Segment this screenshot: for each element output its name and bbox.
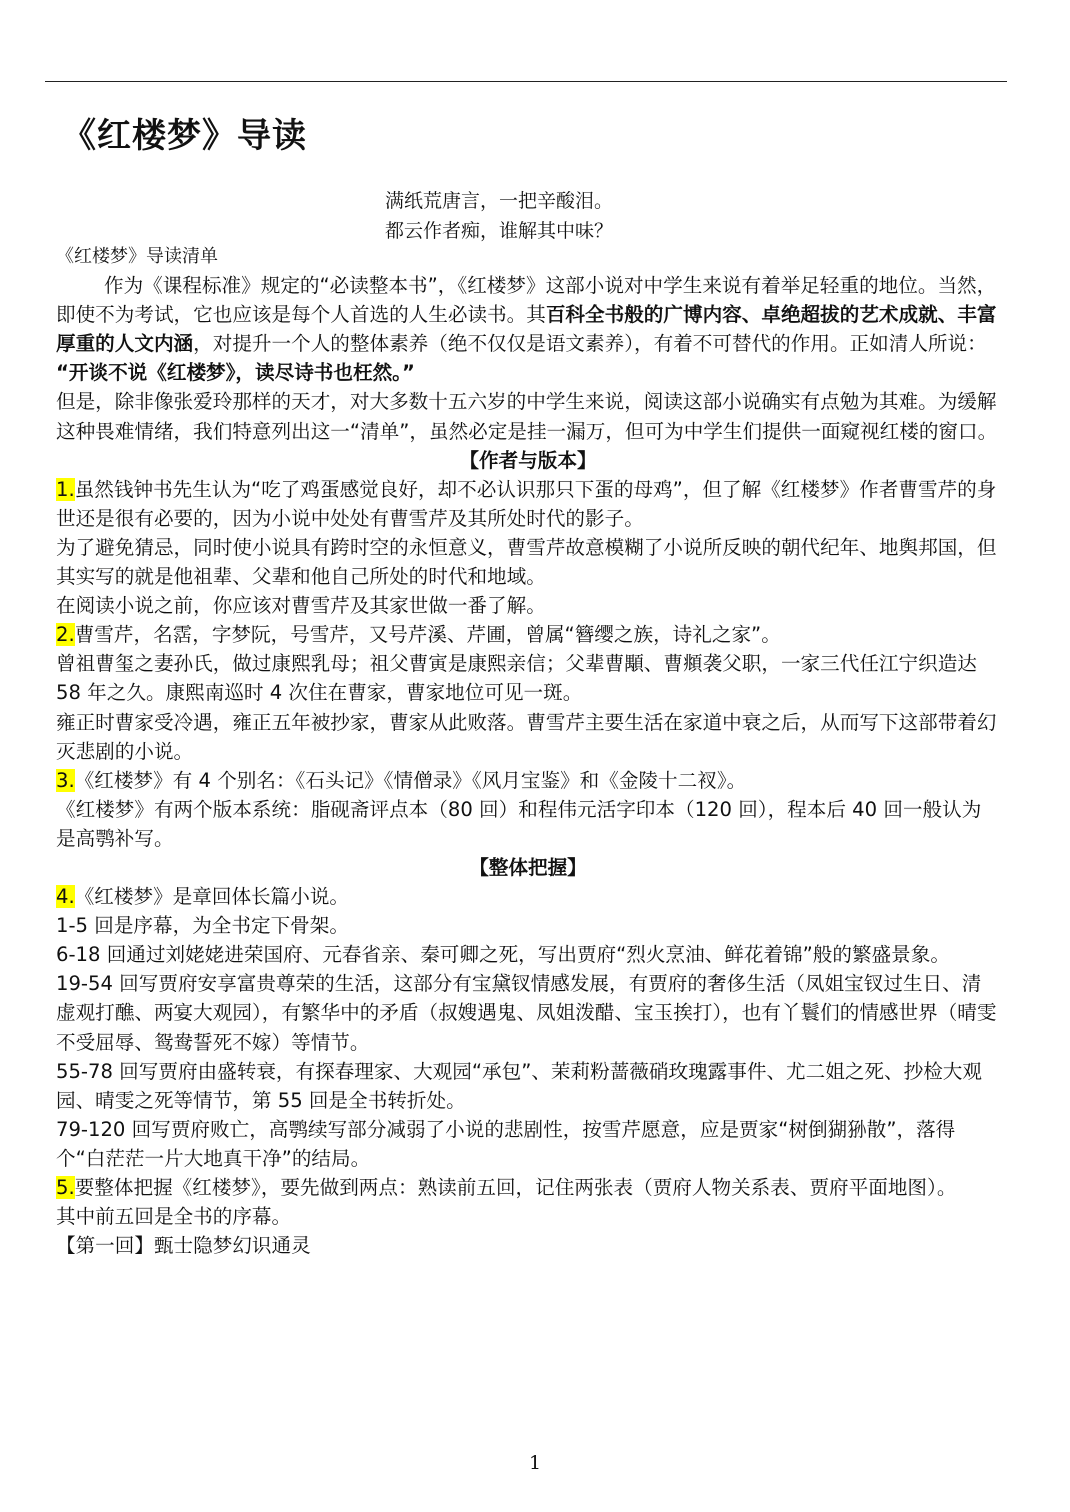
epigraph-line-2: 都云作者痴，谁解其中味？ [385, 220, 614, 242]
document-body [56, 242, 1000, 1260]
page-number: 1 [528, 1452, 542, 1474]
intro-text-a: 作为《课程标准》规定的“必读整本书”，《红楼梦》这部小说对中学生来说有着举足轻重的地位。当然，即使不为考试，它也应该是每个人首选的人生必读书。其 [56, 274, 997, 327]
item-5 [56, 1173, 1000, 1202]
intro-quote: “开谈不说《红楼梦》，读尽诗书也枉然。” [56, 361, 415, 385]
item-4 [56, 882, 1000, 911]
item-number-4: 4. [56, 885, 75, 909]
item-3 [56, 766, 1000, 795]
item-number-5: 5. [56, 1176, 75, 1199]
chapter-range-line: 79-120 回写贾府败亡，高鹗续写部分减弱了小说的悲剧性，按雪芹愿意，应是贾家“树倒猢狲散”，落得个“白茫茫一片大地真干净”的结局。 [56, 1117, 956, 1170]
item-number-3: 3. [56, 768, 75, 792]
epigraph-line-1: 满纸荒唐言，一把辛酸泪。 [385, 190, 614, 212]
intro-text-b: ，对提升一个人的整体素养（绝不仅仅是语文素养），有着不可替代的作用。正如清人所说： [193, 332, 987, 356]
intro-paragraph [56, 271, 1000, 358]
item-2-paragraph-2: 曾祖曹玺之妻孙氏，做过康熙乳母；祖父曹寅是康熙亲信；父辈曹顒、曹頫袭父职，一家三代任江宁织造达 58 年之久。康熙南巡时 4 次住在曹家，曹家地位可见一斑。 [56, 652, 977, 705]
item-1 [56, 475, 1000, 533]
item-5-paragraph-2: 其中前五回是全书的序幕。 [56, 1205, 292, 1229]
item-1-text: 虽然钱钟书先生认为“吃了鸡蛋感觉良好，却不必认识那只下蛋的母鸡”，但了解《红楼梦》作者曹雪芹的身世还是很有必要的，因为小说中处处有曹雪芹及其所处时代的影子。 [56, 477, 997, 530]
intro-paragraph-2: 但是，除非像张爱玲那样的天才，对大多数十五六岁的中学生来说，阅读这部小说确实有点勉为其难。为缓解这种畏难情绪，我们特意列出这一“清单”，虽然必定是挂一漏万，但可为中学生们提供一面窥视红楼的窗口。 [56, 390, 998, 443]
chapter-range-line: 1-5 回是序幕，为全书定下骨架。 [56, 914, 349, 938]
top-rule [45, 81, 1007, 82]
item-1-paragraph-2: 为了避免猜忌，同时使小说具有跨时空的永恒意义，曹雪芹故意模糊了小说所反映的朝代纪年、地舆邦国，但其实写的就是他祖辈、父辈和他自己所处的时代和地域。 [56, 535, 997, 589]
page-title: 《红楼梦》导读 [62, 116, 307, 156]
section-heading-overview: 【整体把握】 [469, 855, 587, 879]
item-5-text: 要整体把握《红楼梦》，要先做到两点：熟读前五回，记住两张表（贾府人物关系表、贾府平面地图）。 [74, 1176, 957, 1199]
item-2 [56, 620, 1000, 649]
item-number-1: 1. [56, 477, 75, 501]
list-title: 《红楼梦》导读清单 [56, 246, 218, 267]
chapter-range-line: 19-54 回写贾府安享富贵尊荣的生活，这部分有宝黛钗情感发展，有贾府的奢侈生活（凤姐宝钗过生日、清虚观打醮、两宴大观园），有繁华中的矛盾（叔嫂遇鬼、凤姐泼醋、宝玉挨打），也有丫鬟们的情感世界（晴雯不受屈辱、鸳鸯誓死不嫁）等情节。 [56, 972, 997, 1054]
section-heading-author: 【作者与版本】 [459, 448, 597, 472]
item-1-paragraph-3: 在阅读小说之前，你应该对曹雪芹及其家世做一番了解。 [56, 594, 546, 618]
item-3-paragraph-2: 《红楼梦》有两个版本系统：脂砚斋评点本（80 回）和程伟元活字印本（120 回），程本后 40 回一般认为是高鹗补写。 [56, 797, 982, 850]
chapter-1-heading: 【第一回】甄士隐梦幻识通灵 [56, 1234, 311, 1258]
chapter-range-line: 6-18 回通过刘姥姥进荣国府、元春省亲、秦可卿之死，写出贾府“烈火烹油、鲜花着锦”般的繁盛景象。 [56, 943, 950, 967]
item-number-2: 2. [56, 623, 75, 647]
item-2-paragraph-3: 雍正时曹家受冷遇，雍正五年被抄家，曹家从此败落。曹雪芹主要生活在家道中衰之后，从而写下这部带着幻灭悲剧的小说。 [56, 710, 997, 763]
intro-bold-text: 百科全书般的广博内容、卓绝超拔的艺术成就、丰富厚重的人文内涵 [56, 303, 997, 356]
item-3-text: 《红楼梦》有 4 个别名：《石头记》《情僧录》《风月宝鉴》和《金陵十二衩》。 [74, 768, 747, 792]
chapter-range-line: 55-78 回写贾府由盛转衰，有探春理家、大观园“承包”、茉莉粉蔷薇硝玫瑰露事件、尤二姐之死、抄检大观园、晴雯之死等情节，第 55 回是全书转折处。 [56, 1059, 982, 1112]
item-4-text: 《红楼梦》是章回体长篇小说。 [74, 885, 350, 909]
item-2-text: 曹雪芹，名霑，字梦阮，号雪芹，又号芹溪、芹圃，曾属“簪缨之族，诗礼之家”。 [74, 623, 781, 647]
